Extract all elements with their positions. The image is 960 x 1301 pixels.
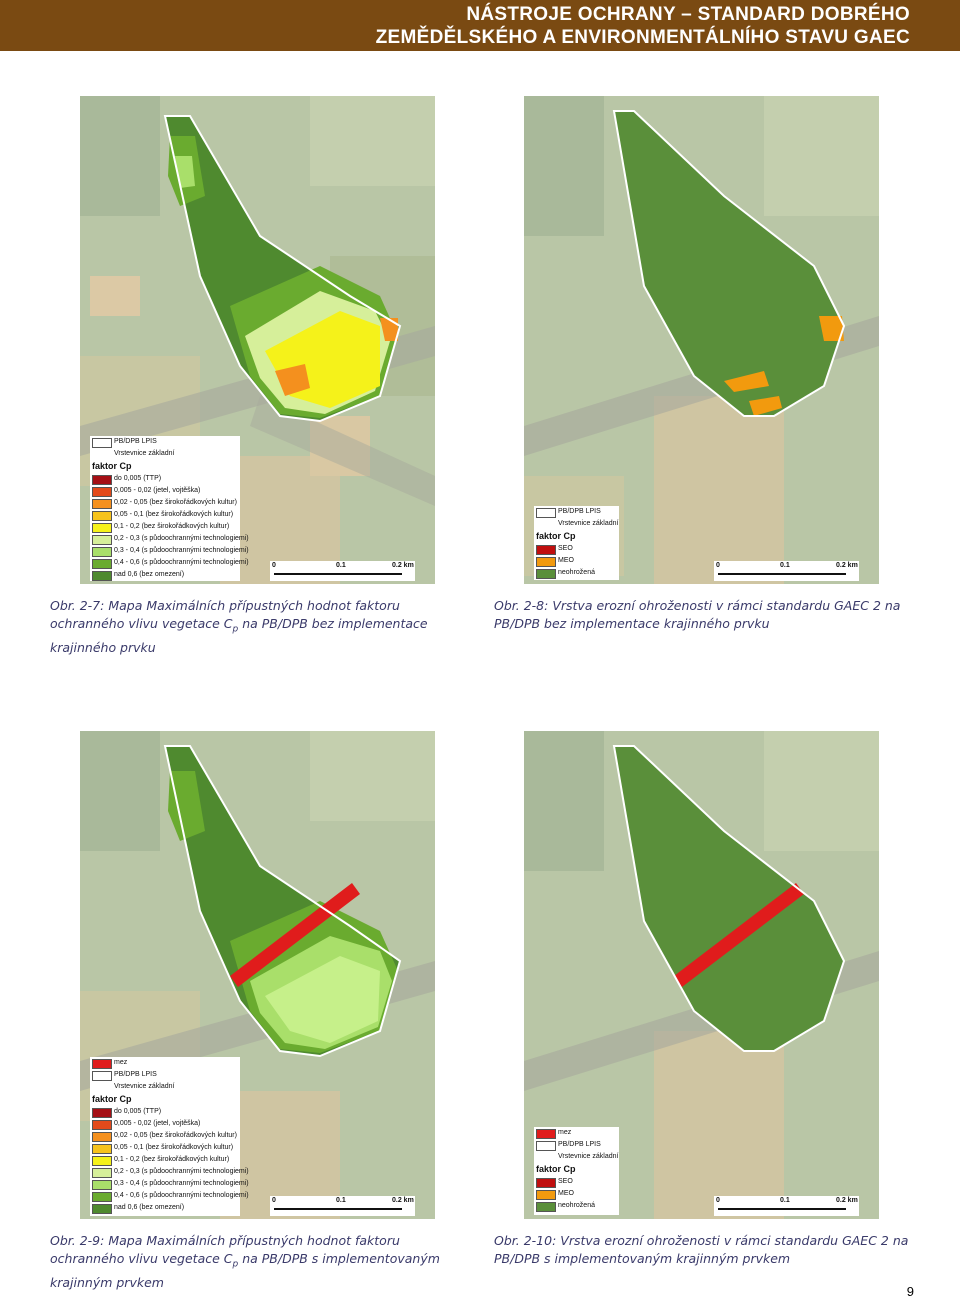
legend-label: 0,02 - 0,05 (bez širokořádkových kultur) [114, 1132, 237, 1139]
legend-label: 0,3 - 0,4 (s půdoochrannými technologiemi) [114, 547, 249, 554]
legend-label: 0,02 - 0,05 (bez širokořádkových kultur) [114, 499, 237, 506]
legend-swatch [92, 523, 112, 533]
scale-label-2: 0.2 km [836, 562, 858, 569]
contour-icon [92, 1083, 110, 1091]
legend-label: neohrožená [558, 1202, 595, 1209]
map-fig-2-9 [80, 731, 435, 1219]
scale-label-0: 0 [716, 1197, 720, 1204]
legend-swatch [92, 559, 112, 569]
scale-bar [714, 1196, 859, 1216]
legend-label: 0,4 - 0,6 (s půdoochrannými technologiemi) [114, 1192, 249, 1199]
legend-swatch [92, 1132, 112, 1142]
legend-swatch [92, 475, 112, 485]
legend-swatch [92, 1204, 112, 1214]
legend-swatch [92, 1071, 112, 1081]
legend-swatch [92, 1180, 112, 1190]
legend-label: Vrstevnice základní [114, 1083, 175, 1090]
legend-label: 0,2 - 0,3 (s půdoochrannými technologiemi) [114, 1168, 249, 1175]
legend-label: MEO [558, 1190, 574, 1197]
legend-label: 0,4 - 0,6 (s půdoochrannými technologiemi) [114, 559, 249, 566]
legend-cp [90, 1057, 249, 1216]
legend-label: 0,005 - 0,02 (jetel, vojtěška) [114, 487, 201, 494]
legend-swatch [92, 511, 112, 521]
scale-bar [270, 561, 415, 581]
legend-label: Vrstevnice základní [558, 520, 619, 527]
legend-swatch [536, 557, 556, 567]
scale-bar [714, 561, 859, 581]
map-fig-2-10 [524, 731, 879, 1219]
scale-label-0: 0 [272, 1197, 276, 1204]
legend-swatch [536, 1141, 556, 1151]
legend-label: do 0,005 (TTP) [114, 1108, 162, 1115]
legend-label: 0,2 - 0,3 (s půdoochrannými technologiemi) [114, 535, 249, 542]
legend-label: do 0,005 (TTP) [114, 475, 162, 482]
legend-cp [90, 436, 249, 581]
legend-label: mez [558, 1129, 572, 1136]
caption-fig-2-10: Obr. 2-10: Vrstva erozní ohroženosti v rámci standardu GAEC 2 na PB/DPB s implementovaným krajinným prvkem [494, 1233, 909, 1266]
scale-label-1: 0.1 [336, 562, 346, 569]
legend-swatch [92, 1108, 112, 1118]
legend-swatch [92, 1192, 112, 1202]
contour-icon [92, 450, 110, 458]
scale-label-0: 0 [716, 562, 720, 569]
legend-label: 0,005 - 0,02 (jetel, vojtěška) [114, 1120, 201, 1127]
legend-swatch [92, 1120, 112, 1130]
map-fig-2-8 [524, 96, 879, 584]
scale-label-2: 0.2 km [392, 1197, 414, 1204]
legend-swatch [92, 1156, 112, 1166]
legend-swatch [92, 1144, 112, 1154]
legend-swatch [92, 547, 112, 557]
legend-label: SEO [558, 1178, 573, 1185]
legend-label: MEO [558, 557, 574, 564]
map-fig-2-7 [80, 96, 435, 584]
legend-swatch [536, 1178, 556, 1188]
contour-icon [536, 520, 554, 528]
legend-label: mez [114, 1059, 128, 1066]
legend-label: 0,3 - 0,4 (s půdoochrannými technologiemi) [114, 1180, 249, 1187]
legend-title: faktor Cp [536, 1164, 576, 1174]
legend-title: faktor Cp [92, 461, 132, 471]
legend-swatch [536, 508, 556, 518]
page-number: 9 [906, 1284, 914, 1299]
legend-label: PB/DPB LPIS [114, 1071, 157, 1078]
legend-label: 0,1 - 0,2 (bez širokořádkových kultur) [114, 1156, 230, 1163]
legend-label: 0,05 - 0,1 (bez širokořádkových kultur) [114, 1144, 234, 1151]
legend-swatch [92, 1059, 112, 1069]
legend-label: nad 0,6 (bez omezení) [114, 571, 185, 578]
header-title-line1: NÁSTROJE OCHRANY – STANDARD DOBRÉHO [466, 4, 910, 25]
legend-label: 0,05 - 0,1 (bez širokořádkových kultur) [114, 511, 234, 518]
legend-label: PB/DPB LPIS [558, 508, 601, 515]
header-title-line2: ZEMĚDĚLSKÉHO A ENVIRONMENTÁLNÍHO STAVU GAEC [375, 27, 910, 48]
scale-label-1: 0.1 [780, 562, 790, 569]
legend-title: faktor Cp [536, 531, 576, 541]
legend-swatch [92, 535, 112, 545]
legend-swatch [536, 1129, 556, 1139]
legend-swatch [92, 499, 112, 509]
legend-swatch [536, 1190, 556, 1200]
legend-label: Vrstevnice základní [558, 1153, 619, 1160]
scale-label-2: 0.2 km [392, 562, 414, 569]
scale-label-2: 0.2 km [836, 1197, 858, 1204]
scale-label-1: 0.1 [336, 1197, 346, 1204]
legend-swatch [536, 569, 556, 579]
scale-label-0: 0 [272, 562, 276, 569]
legend-label: 0,1 - 0,2 (bez širokořádkových kultur) [114, 523, 230, 530]
legend-swatch [92, 438, 112, 448]
legend-label: SEO [558, 545, 573, 552]
legend-eroze [534, 1127, 619, 1215]
legend-title: faktor Cp [92, 1094, 132, 1104]
scale-label-1: 0.1 [780, 1197, 790, 1204]
legend-swatch [536, 545, 556, 555]
legend-swatch [92, 571, 112, 581]
legend-label: PB/DPB LPIS [114, 438, 157, 445]
legend-eroze [534, 506, 619, 580]
caption-fig-2-7: Obr. 2-7: Mapa Maximálních přípustných hodnot faktoru ochranného vlivu vegetace $C_p$ na PB/DPB bez implementace krajinného prvku [50, 598, 428, 655]
legend-label: neohrožená [558, 569, 595, 576]
scale-bar [270, 1196, 415, 1216]
legend-label: Vrstevnice základní [114, 450, 175, 457]
page-header [0, 0, 960, 51]
caption-fig-2-9: Obr. 2-9: Mapa Maximálních přípustných hodnot faktoru ochranného vlivu vegetace $C_p$ na PB/DPB s implementovaným krajinným prvkem [50, 1233, 440, 1290]
legend-label: nad 0,6 (bez omezení) [114, 1204, 185, 1211]
legend-swatch [92, 1168, 112, 1178]
contour-icon [536, 1153, 554, 1161]
legend-swatch [536, 1202, 556, 1212]
legend-swatch [92, 487, 112, 497]
caption-fig-2-8: Obr. 2-8: Vrstva erozní ohroženosti v rámci standardu GAEC 2 na PB/DPB bez implementace krajinného prvku [494, 598, 901, 631]
legend-label: PB/DPB LPIS [558, 1141, 601, 1148]
